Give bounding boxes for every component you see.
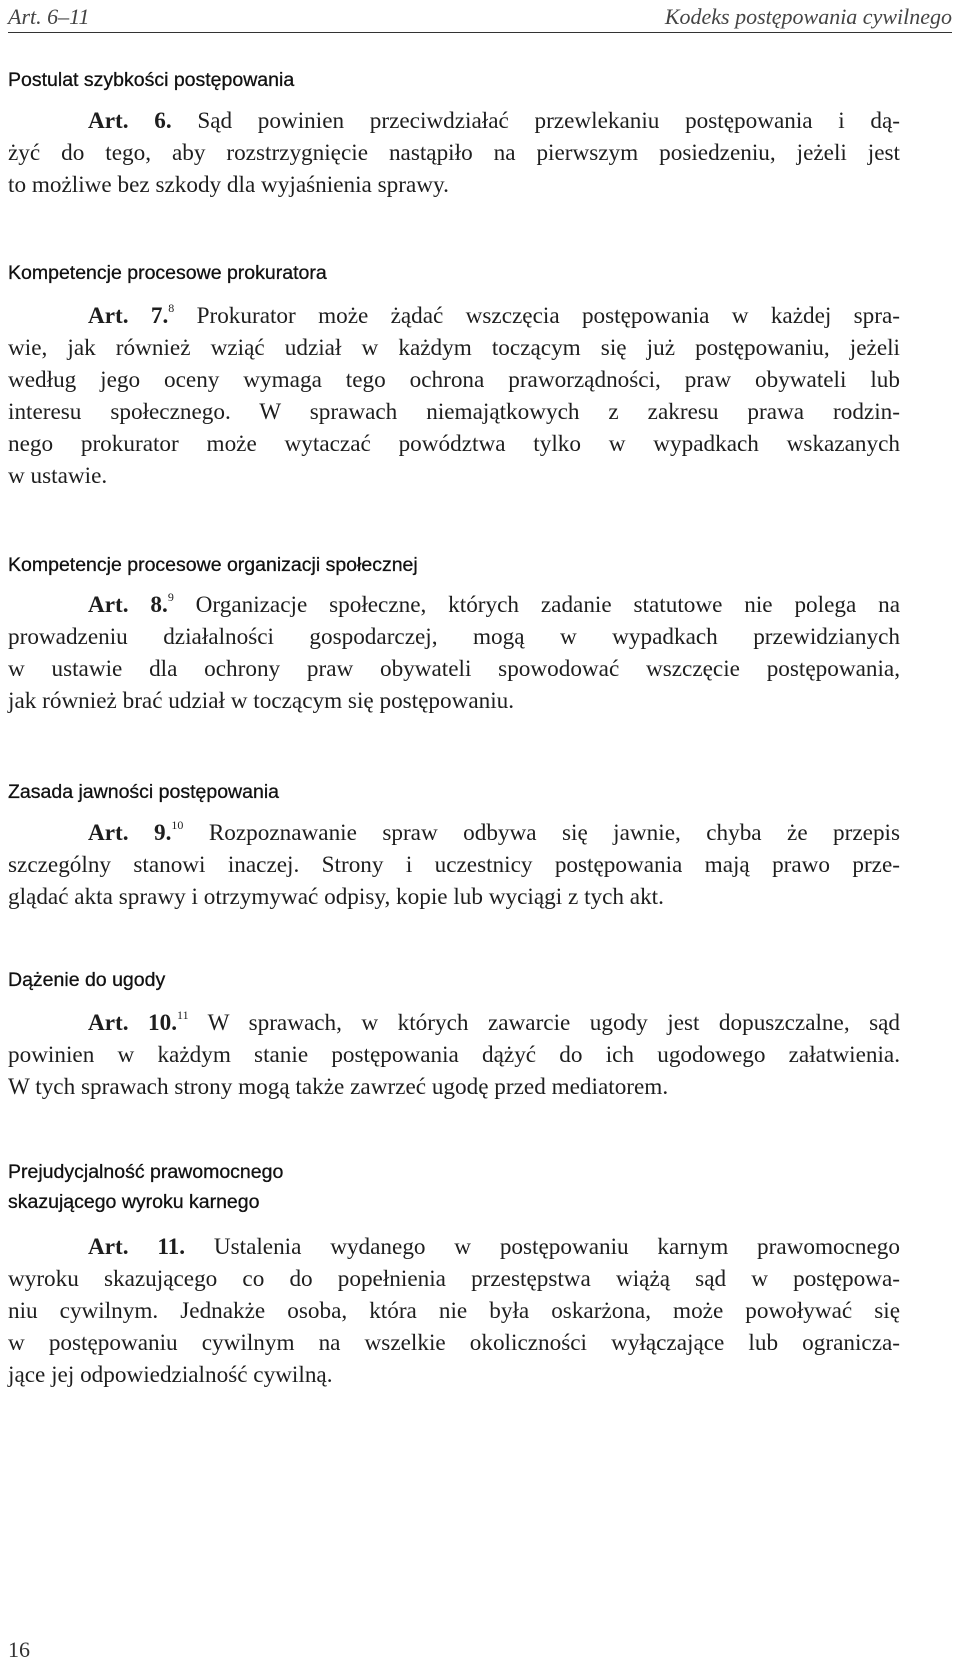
- article-9: [8, 817, 900, 913]
- article-label: Art. 7.: [88, 303, 169, 329]
- page-number: 16: [8, 1637, 30, 1662]
- article-text-line: jące jej odpowiedzialność cywilną.: [8, 1362, 333, 1388]
- header-book-title: Kodeks postępowania cywilnego: [664, 4, 952, 29]
- article-text-line: powinien w każdym stanie postępowania dążyć do ich ugodowego załatwienia.: [8, 1042, 900, 1068]
- footnote-marker: 10: [171, 818, 184, 832]
- article-11: [8, 1231, 900, 1391]
- header-article-range: Art. 6–11: [8, 4, 90, 29]
- article-text-line: to możliwe bez szkody dla wyjaśnienia sprawy.: [8, 172, 449, 198]
- article-8: [8, 589, 900, 717]
- article-10: [8, 1007, 900, 1103]
- footnote-marker: 9: [167, 590, 174, 604]
- article-text-line: żyć do tego, aby rozstrzygnięcie nastąpiło na pierwszym posiedzeniu, jeżeli jest: [8, 140, 900, 166]
- section-heading-art-10: Dążenie do ugody: [8, 969, 166, 991]
- article-label: Art. 9.: [88, 820, 172, 846]
- article-text-line: W sprawach, w których zawarcie ugody jest dopuszczalne, sąd: [188, 1010, 901, 1036]
- footnote-marker: 11: [177, 1008, 189, 1022]
- article-text-line: glądać akta sprawy i otrzymywać odpisy, kopie lub wyciągi z tych akt.: [8, 884, 664, 910]
- article-7: [8, 300, 900, 492]
- article-text-line: Rozpoznawanie spraw odbywa się jawnie, chyba że przepis: [183, 820, 900, 846]
- article-label: Art. 10.: [88, 1010, 178, 1036]
- article-6: [8, 105, 900, 201]
- article-label: Art. 8.: [88, 592, 168, 618]
- article-label: Art. 6.: [88, 108, 172, 134]
- section-heading-art-6: Postulat szybkości postępowania: [8, 69, 295, 91]
- section-heading-art-11: Prejudycjalność prawomocnego: [8, 1161, 284, 1183]
- section-heading-art-9: Zasada jawności postępowania: [8, 781, 280, 803]
- section-heading-art-7: Kompetencje procesowe prokuratora: [8, 262, 327, 284]
- article-text-line: prowadzeniu działalności gospodarczej, mogą w wypadkach przewidzianych: [8, 624, 900, 650]
- article-text-line: W tych sprawach strony mogą także zawrzeć ugodę przed mediatorem.: [8, 1074, 669, 1100]
- section-heading-art-8: Kompetencje procesowe organizacji społecznej: [8, 554, 418, 576]
- section-heading-art-11-line-2: skazującego wyroku karnego: [8, 1191, 260, 1213]
- article-text-line: interesu społecznego. W sprawach niemajątkowych z zakresu prawa rodzin-: [8, 399, 900, 425]
- article-text-line: Organizacje społeczne, których zadanie statutowe nie polega na: [173, 592, 900, 618]
- article-text-line: w ustawie.: [8, 463, 108, 489]
- article-text-line: w postępowaniu cywilnym na wszelkie okoliczności wyłączające lub ogranicza-: [8, 1330, 900, 1356]
- article-text-line: w ustawie dla ochrony praw obywateli spowodować wszczęcie postępowania,: [8, 656, 900, 682]
- article-text-line: nego prokurator może wytaczać powództwa tylko w wypadkach wskazanych: [8, 431, 900, 457]
- article-text-line: Sąd powinien przeciwdziałać przewlekaniu postępowania i dą-: [171, 108, 900, 134]
- article-text-line: wyroku skazującego co do popełnienia przestępstwa wiążą sąd w postępowa-: [8, 1266, 900, 1292]
- article-label: Art. 11.: [88, 1234, 186, 1260]
- article-text-line: według jego oceny wymaga tego ochrona praworządności, praw obywateli lub: [8, 367, 900, 393]
- article-text-line: Prokurator może żądać wszczęcia postępowania w każdej spra-: [174, 303, 900, 329]
- running-header: [8, 2, 952, 33]
- article-text-line: niu cywilnym. Jednakże osoba, która nie była oskarżona, może powoływać się: [8, 1298, 900, 1324]
- footnote-marker: 8: [168, 301, 175, 315]
- article-text-line: szczególny stanowi inaczej. Strony i uczestnicy postępowania mają prawo prze-: [8, 852, 900, 878]
- article-text-line: jak również brać udział w toczącym się postępowaniu.: [8, 688, 515, 714]
- article-text-line: Ustalenia wydanego w postępowaniu karnym prawomocnego: [185, 1234, 900, 1260]
- article-text-line: wie, jak również wziąć udział w każdym toczącym się już postępowaniu, jeżeli: [8, 335, 900, 361]
